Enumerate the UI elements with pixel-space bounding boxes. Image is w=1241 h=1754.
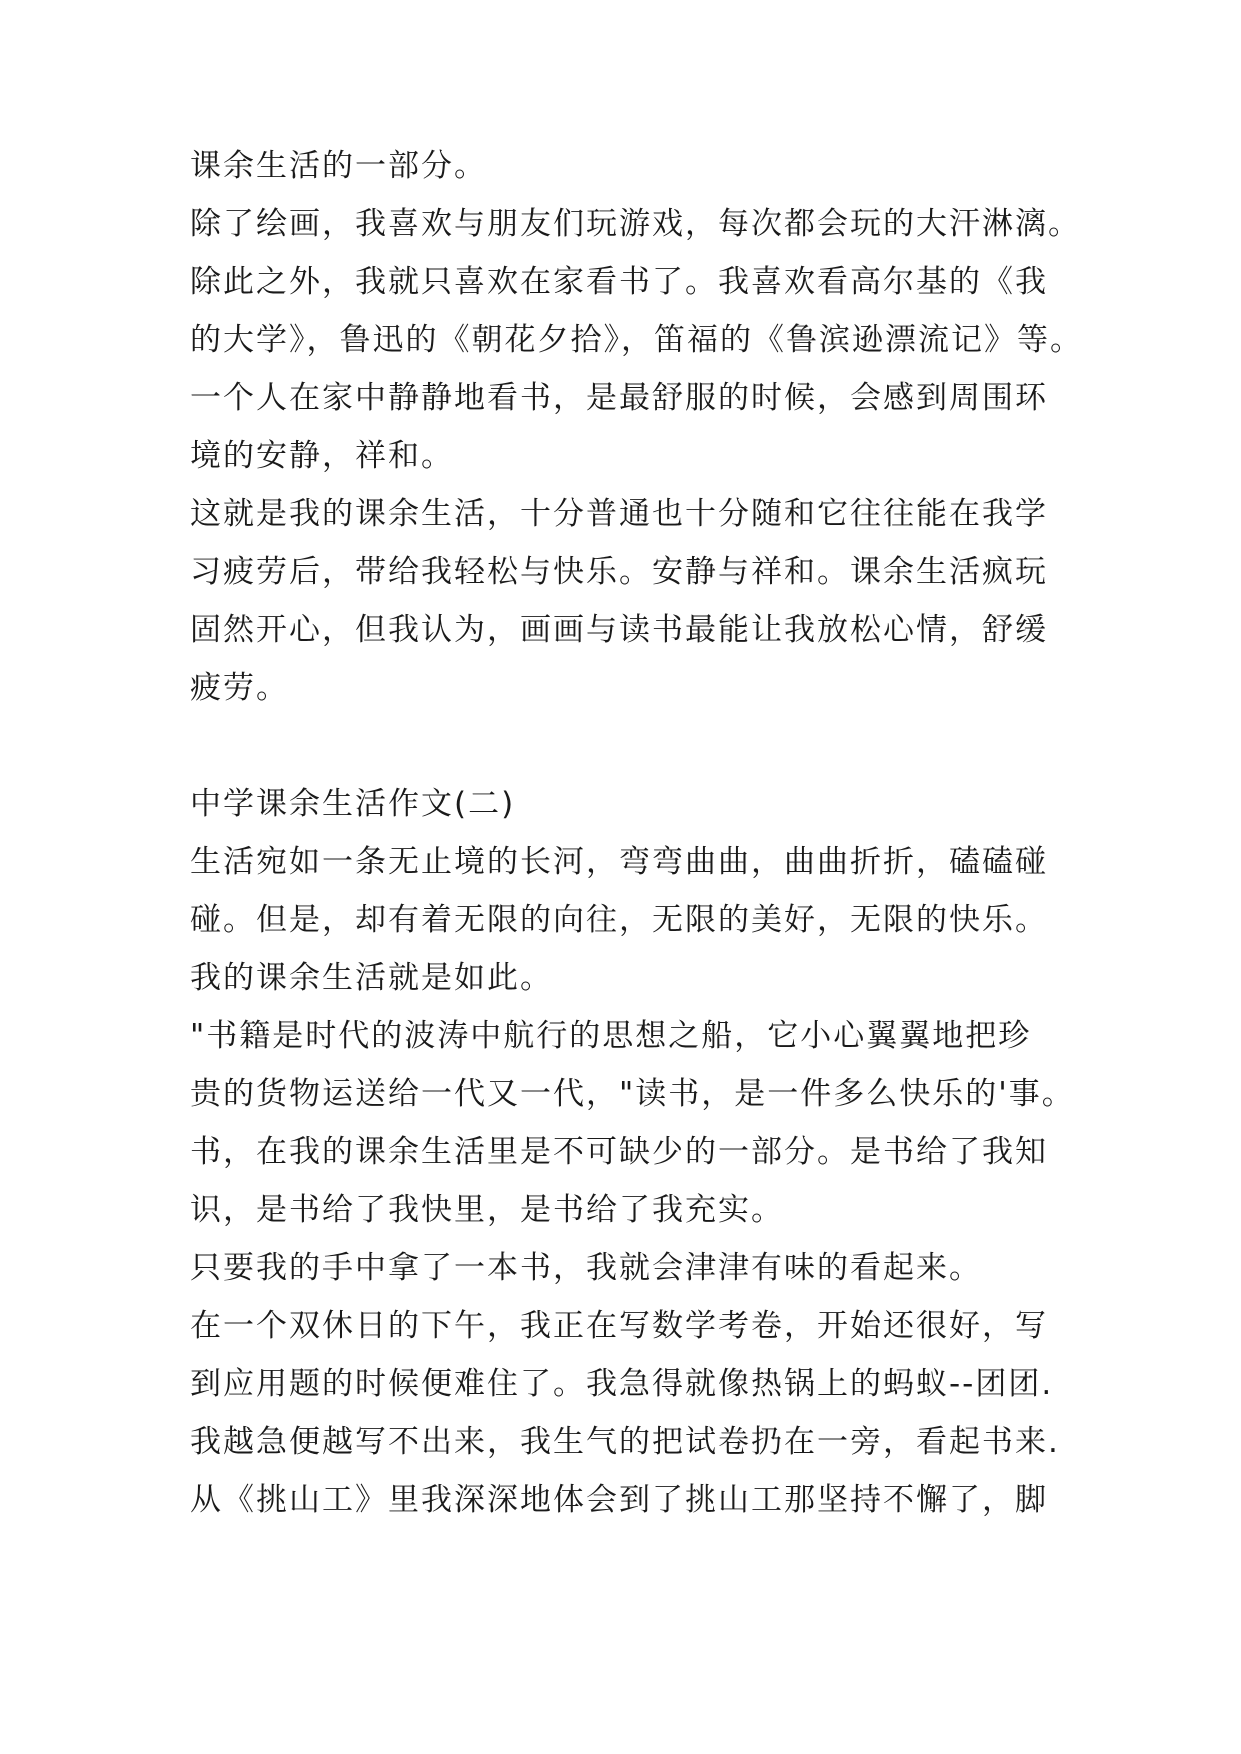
text-line: 碰。但是，却有着无限的向往，无限的美好，无限的快乐。	[190, 902, 1048, 938]
text-line: 这就是我的课余生活，十分普通也十分随和它往往能在我学	[190, 496, 1048, 532]
text-line: 我的课余生活就是如此。	[190, 960, 553, 996]
text-line: 疲劳。	[190, 670, 289, 706]
text-line: 从《挑山工》里我深深地体会到了挑山工那坚持不懈了，脚	[190, 1482, 1048, 1518]
text-line: 境的安静，祥和。	[190, 438, 454, 474]
text-line: 习疲劳后，带给我轻松与快乐。安静与祥和。课余生活疯玩	[190, 554, 1048, 590]
text-line: 只要我的手中拿了一本书，我就会津津有味的看起来。	[190, 1250, 982, 1286]
text-line: 书，在我的课余生活里是不可缺少的一部分。是书给了我知	[190, 1134, 1048, 1170]
text-line: 识，是书给了我快里，是书给了我充实。	[190, 1192, 784, 1228]
text-line: 贵的货物运送给一代又一代，"读书，是一件多么快乐的'事。	[190, 1076, 1075, 1112]
text-line: 除此之外，我就只喜欢在家看书了。我喜欢看高尔基的《我	[190, 264, 1048, 300]
text-line: "书籍是时代的波涛中航行的思想之船，它小心翼翼地把珍	[190, 1018, 1032, 1054]
text-line: 我越急便越写不出来，我生气的把试卷扔在一旁，看起书来.	[190, 1424, 1060, 1460]
text-line: 在一个双休日的下午，我正在写数学考卷，开始还很好，写	[190, 1308, 1048, 1344]
text-line: 固然开心，但我认为，画画与读书最能让我放松心情，舒缓	[190, 612, 1048, 648]
text-line: 生活宛如一条无止境的长河，弯弯曲曲，曲曲折折，磕磕碰	[190, 844, 1048, 880]
text-line: 除了绘画，我喜欢与朋友们玩游戏，每次都会玩的大汗淋漓。	[190, 206, 1081, 242]
text-line: 到应用题的时候便难住了。我急得就像热锅上的蚂蚁--团团.	[190, 1366, 1054, 1402]
text-line: 的大学》，鲁迅的《朝花夕拾》，笛福的《鲁滨逊漂流记》等。	[190, 322, 1083, 358]
text-line: 课余生活的一部分。	[190, 148, 487, 184]
text-line: 一个人在家中静静地看书，是最舒服的时候，会感到周围环	[190, 380, 1048, 416]
section-title: 中学课余生活作文(二)	[190, 786, 516, 822]
